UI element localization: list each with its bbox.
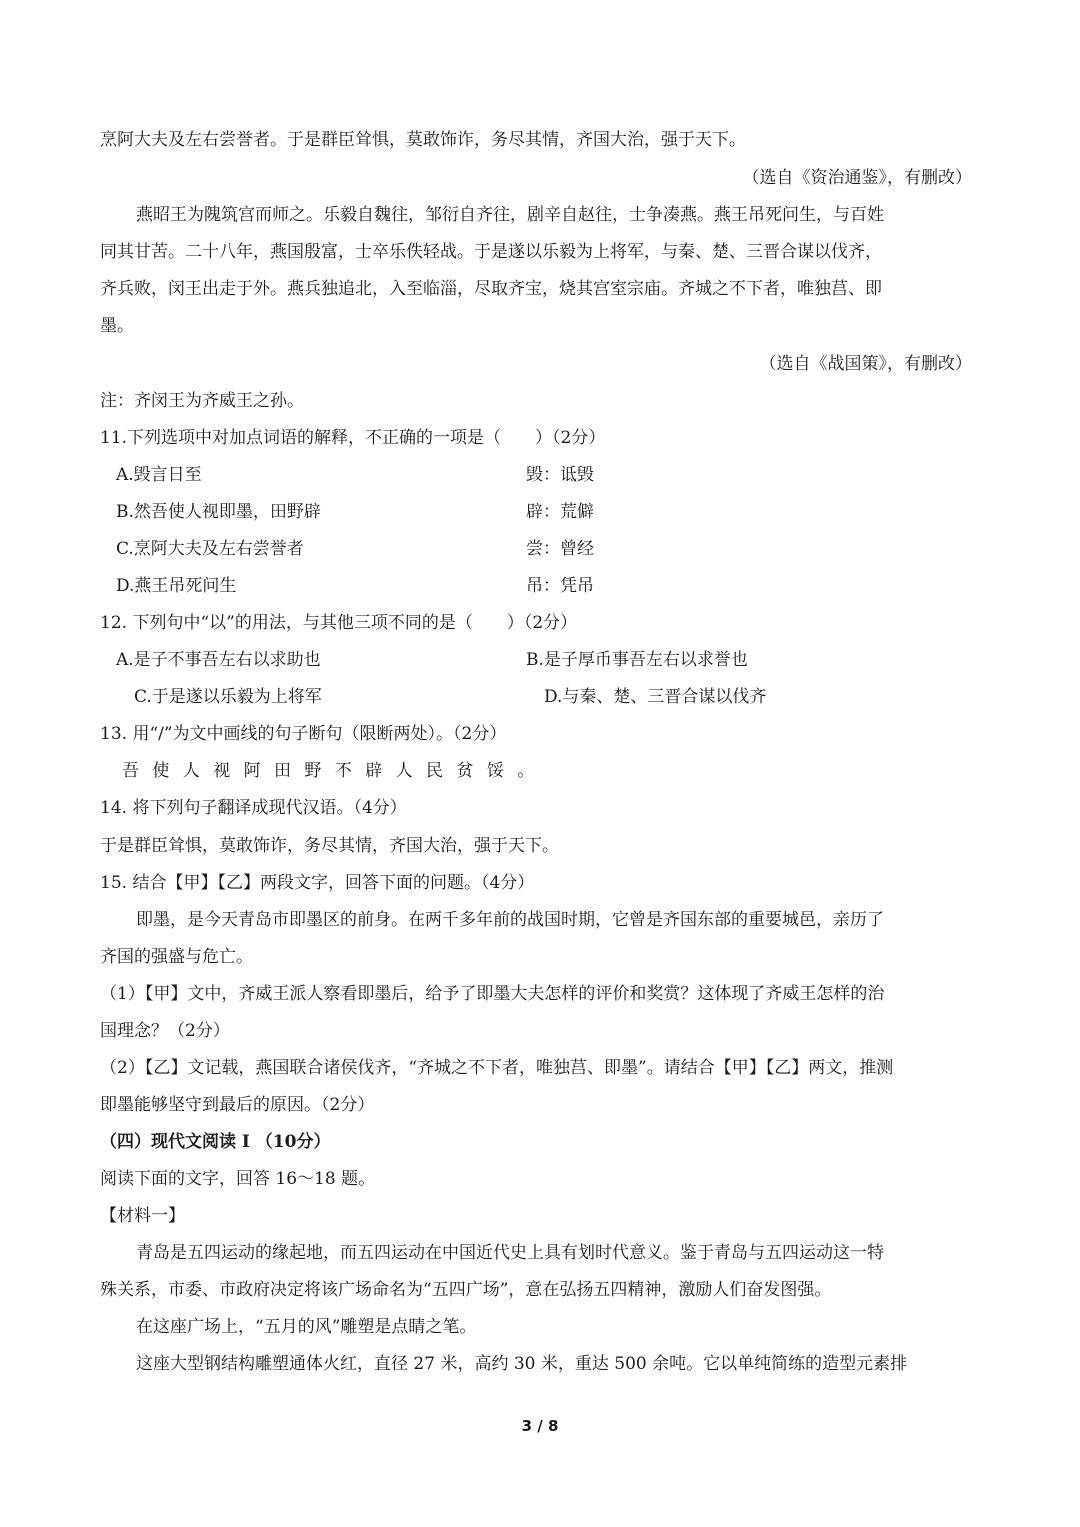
text-line: 齐国的强盛与危亡。 bbox=[100, 947, 253, 967]
question-15: 15. 结合【甲】【乙】两段文字，回答下面的问题。（4分） bbox=[100, 873, 535, 893]
text-line: 烹阿大夫及左右尝誉者。于是群臣耸惧，莫敢饰诈，务尽其情，齐国大治，强于天下。 bbox=[100, 130, 746, 150]
source-citation: （选自《战国策》，有删改） bbox=[759, 354, 972, 374]
text-line: 即墨，是今天青岛市即墨区的前身。在两千多年前的战国时期，它曾是齐国东部的重要城邑，亲历了 bbox=[136, 910, 884, 930]
text-line: 同其甘苦。二十八年，燕国殷富，士卒乐佚轻战。于是遂以乐毅为上将军，与秦、楚、三晋合谋以伐齐， bbox=[100, 242, 882, 262]
text-line: 青岛是五四运动的缘起地，而五四运动在中国近代史上具有划时代意义。鉴于青岛与五四运动这一特 bbox=[136, 1243, 884, 1263]
instruction-line: 阅读下面的文字，回答 16～18 题。 bbox=[100, 1169, 376, 1189]
q15-sub-1: （1）【甲】文中，齐威王派人察看即墨后，给予了即墨大夫怎样的评价和奖赏？这体现了齐威王怎样的治 bbox=[100, 984, 885, 1004]
page-number: 3 / 8 bbox=[521, 1417, 559, 1435]
source-citation: （选自《资治通鉴》，有删改） bbox=[742, 168, 972, 188]
q11-option-c-gloss: 尝：曾经 bbox=[526, 539, 594, 559]
text-line: 即墨能够坚守到最后的原因。（2分） bbox=[100, 1095, 375, 1115]
q12-option-c: C.于是遂以乐毅为上将军 bbox=[134, 687, 322, 707]
q11-option-c: C.烹阿大夫及左右尝誉者 bbox=[116, 539, 304, 559]
q15-sub-2: （2）【乙】文记载，燕国联合诸侯伐齐，“齐城之不下者，唯独莒、即墨”。请结合【甲】【乙】两文，推测 bbox=[100, 1058, 894, 1078]
note-line: 注：齐闵王为齐威王之孙。 bbox=[100, 391, 304, 411]
text-line: 在这座广场上，“五月的风”雕塑是点睛之笔。 bbox=[136, 1317, 477, 1337]
q11-option-a-gloss: 毁：诋毁 bbox=[526, 465, 594, 485]
q12-option-a: A.是子不事吾左右以求助也 bbox=[116, 650, 321, 670]
q13-sentence: 吾 使 人 视 阿 田 野 不 辟 人 民 贫 馁 。 bbox=[122, 761, 539, 781]
text-line: 燕昭王为隗筑宫而师之。乐毅自魏往，邹衍自齐往，剧辛自赵往，士争凑燕。燕王吊死问生，与百姓 bbox=[136, 205, 884, 225]
q11-option-b: B.然吾使人视即墨，田野辟 bbox=[116, 502, 321, 522]
question-11: 11.下列选项中对加点词语的解释，不正确的一项是（ ）（2分） bbox=[100, 428, 606, 448]
question-14: 14. 将下列句子翻译成现代汉语。（4分） bbox=[100, 798, 407, 818]
text-line: 国理念？（2分） bbox=[100, 1021, 230, 1041]
text-line: 殊关系，市委、市政府决定将该广场命名为“五四广场”，意在弘扬五四精神，激励人们奋发图强。 bbox=[100, 1280, 832, 1300]
q14-sentence: 于是群臣耸惧，莫敢饰诈，务尽其情，齐国大治，强于天下。 bbox=[100, 836, 559, 856]
q11-option-d: D.燕王吊死问生 bbox=[116, 576, 237, 596]
text-line: 这座大型钢结构雕塑通体火红，直径 27 米，高约 30 米，重达 500 余吨。它以单纯简练的造型元素排 bbox=[136, 1354, 908, 1374]
q12-option-d: D.与秦、楚、三晋合谋以伐齐 bbox=[544, 687, 767, 707]
q11-option-a: A.毁言日至 bbox=[116, 465, 202, 485]
q12-option-b: B.是子厚币事吾左右以求誉也 bbox=[526, 650, 748, 670]
question-12: 12. 下列句中“以”的用法，与其他三项不同的是（ ）（2分） bbox=[100, 613, 578, 633]
text-line: 齐兵败，闵王出走于外。燕兵独追北，入至临淄，尽取齐宝，烧其宫室宗庙。齐城之不下者，唯独莒、即 bbox=[100, 279, 882, 299]
section-heading: （四）现代文阅读 I （10分） bbox=[100, 1132, 331, 1152]
q11-option-d-gloss: 吊：凭吊 bbox=[526, 576, 594, 596]
text-line: 墨。 bbox=[100, 316, 134, 336]
q11-option-b-gloss: 辟：荒僻 bbox=[526, 502, 594, 522]
question-13: 13. 用“/”为文中画线的句子断句（限断两处）。（2分） bbox=[100, 724, 507, 744]
material-heading: 【材料一】 bbox=[100, 1206, 185, 1226]
